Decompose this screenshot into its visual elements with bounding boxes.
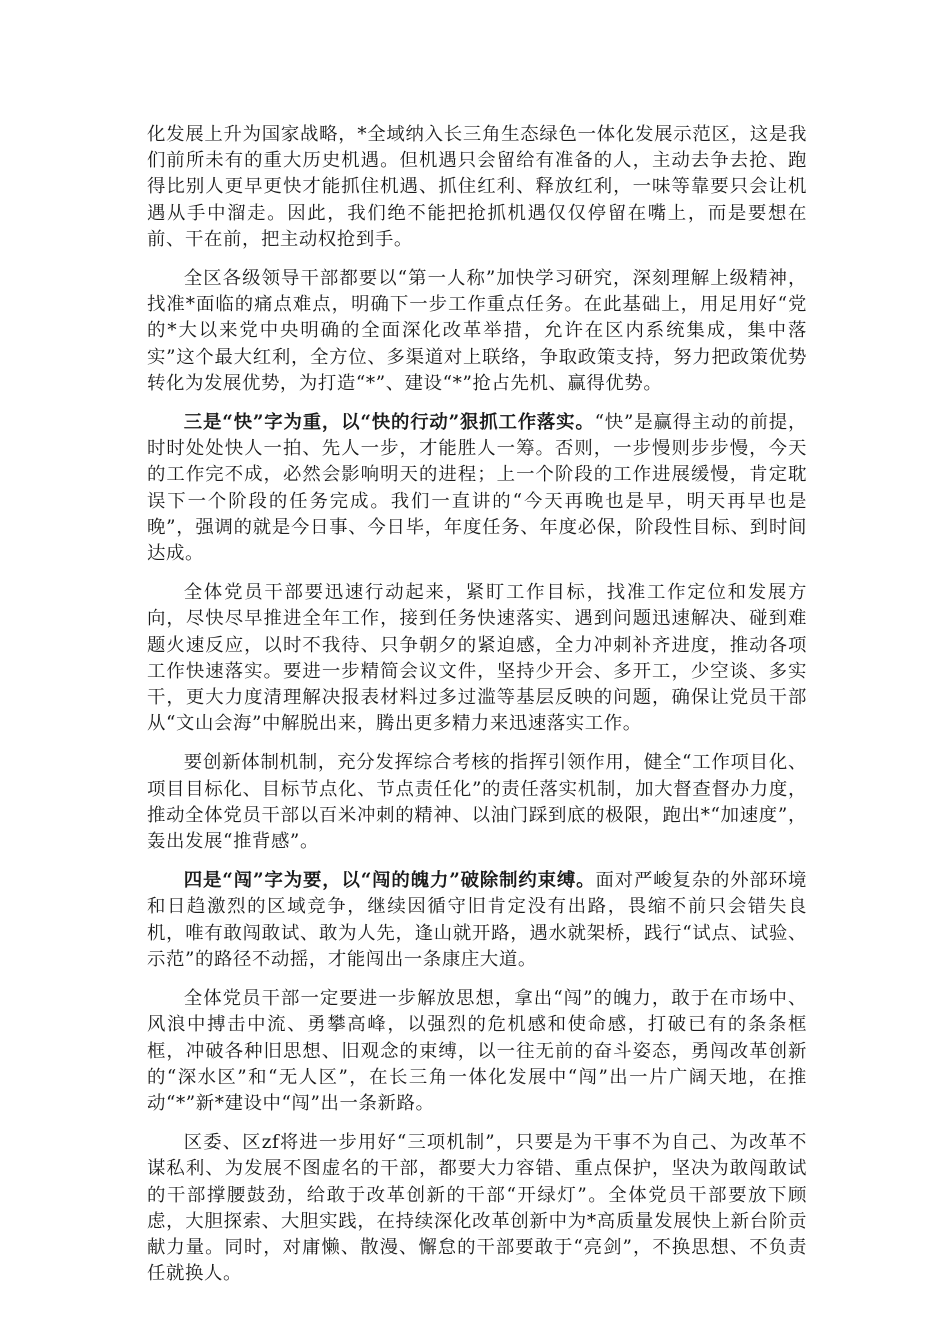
paragraph-text: 面对严峻复杂的外部环境和日趋激烈的区域竞争，继续因循守旧肯定没有出路，畏缩不前只会错失良机，唯有敢闯敢试、敢为人先，逢山就开路，遇水就架桥，践行“试点、试验、示范”的路径不动摇，才能闯出一条康庄大道。 [147, 870, 807, 970]
paragraph [147, 750, 807, 855]
section-heading-inline: 三是“快”字为重，以“快的行动”狠抓工作落实。 [183, 412, 595, 434]
paragraph-section-three [147, 410, 807, 567]
paragraph-text: “快”是赢得主动的前提，时时处处快人一拍、先人一步，才能胜人一筹。否则，一步慢则步步慢，今天的工作完不成，必然会影响明天的进程；上一个阶段的工作进展缓慢，肯定耽误下一个阶段的任务完成。我们一直讲的“今天再晚也是早，明天再早也是晚”，强调的就是今日事、今日毕，年度任务、年度必保，阶段性目标、到时间达成。 [147, 412, 807, 565]
section-heading-inline: 四是“闯”字为要，以“闯的魄力”破除制约束缚。 [183, 870, 596, 892]
paragraph-text: 全体党员干部要迅速行动起来，紧盯工作目标，找准工作定位和发展方向，尽快尽早推进全年工作，接到任务快速落实、遇到问题迅速解决、碰到难题火速反应，以时不我待、只争朝夕的紧迫感，全力冲刺补齐进度，推动各项工作快速落实。要进一步精简会议文件，坚持少开会、多开工，少空谈、多实干，更大力度清理解决报表材料过多过滥等基层反映的问题，确保让党员干部从“文山会海”中解脱出来，腾出更多精力来迅速落实工作。 [147, 582, 807, 735]
document-page [147, 122, 807, 1287]
paragraph [147, 266, 807, 397]
paragraph-text: 全体党员干部一定要进一步解放思想，拿出“闯”的魄力，敢于在市场中、风浪中搏击中流、勇攀高峰，以强烈的危机感和使命感，打破已有的条条框框，冲破各种旧思想、旧观念的束缚，以一往无前的奋斗姿态，勇闯改革创新的“深水区”和“无人区”，在长三角一体化发展中“闯”出一片广阔天地，在推动“*”新*建设中“闯”出一条新路。 [147, 988, 807, 1114]
paragraph-continuation [147, 122, 807, 253]
paragraph [147, 986, 807, 1117]
paragraph-text: 化发展上升为国家战略，*全域纳入长三角生态绿色一体化发展示范区，这是我们前所未有的重大历史机遇。但机遇只会留给有准备的人，主动去争去抢、跑得比别人更早更快才能抓住机遇、抓住红利、释放红利，一味等靠要只会让机遇从手中溜走。因此，我们绝不能把抢抓机遇仅仅停留在嘴上，而是要想在前、干在前，把主动权抢到手。 [147, 124, 807, 250]
paragraph-text: 区委、区zf将进一步用好“三项机制”，只要是为干事不为自己、为改革不谋私利、为发展不图虚名的干部，都要大力容错、重点保护，坚决为敢闯敢试的干部撑腰鼓劲，给敢于改革创新的干部“开绿灯”。全体党员干部要放下顾虑，大胆探索、大胆实践，在持续深化改革创新中为*高质量发展快上新台阶贡献力量。同时，对庸懒、散漫、懈怠的干部要敢于“亮剑”，不换思想、不负责任就换人。 [147, 1132, 807, 1285]
paragraph [147, 580, 807, 737]
paragraph-section-four [147, 868, 807, 973]
paragraph-text: 要创新体制机制，充分发挥综合考核的指挥引领作用，健全“工作项目化、项目目标化、目标节点化、节点责任化”的责任落实机制，加大督查督办力度，推动全体党员干部以百米冲刺的精神、以油门踩到底的极限，跑出*“加速度”，轰出发展“推背感”。 [147, 752, 807, 853]
paragraph-text: 全区各级领导干部都要以“第一人称”加快学习研究，深刻理解上级精神，找准*面临的痛点难点，明确下一步工作重点任务。在此基础上，用足用好“党的*大以来党中央明确的全面深化改革举措，允许在区内系统集成，集中落实”这个最大红利，全方位、多渠道对上联络，争取政策支持，努力把政策优势转化为发展优势，为打造“*”、建设“*”抢占先机、赢得优势。 [147, 268, 807, 394]
paragraph [147, 1130, 807, 1287]
